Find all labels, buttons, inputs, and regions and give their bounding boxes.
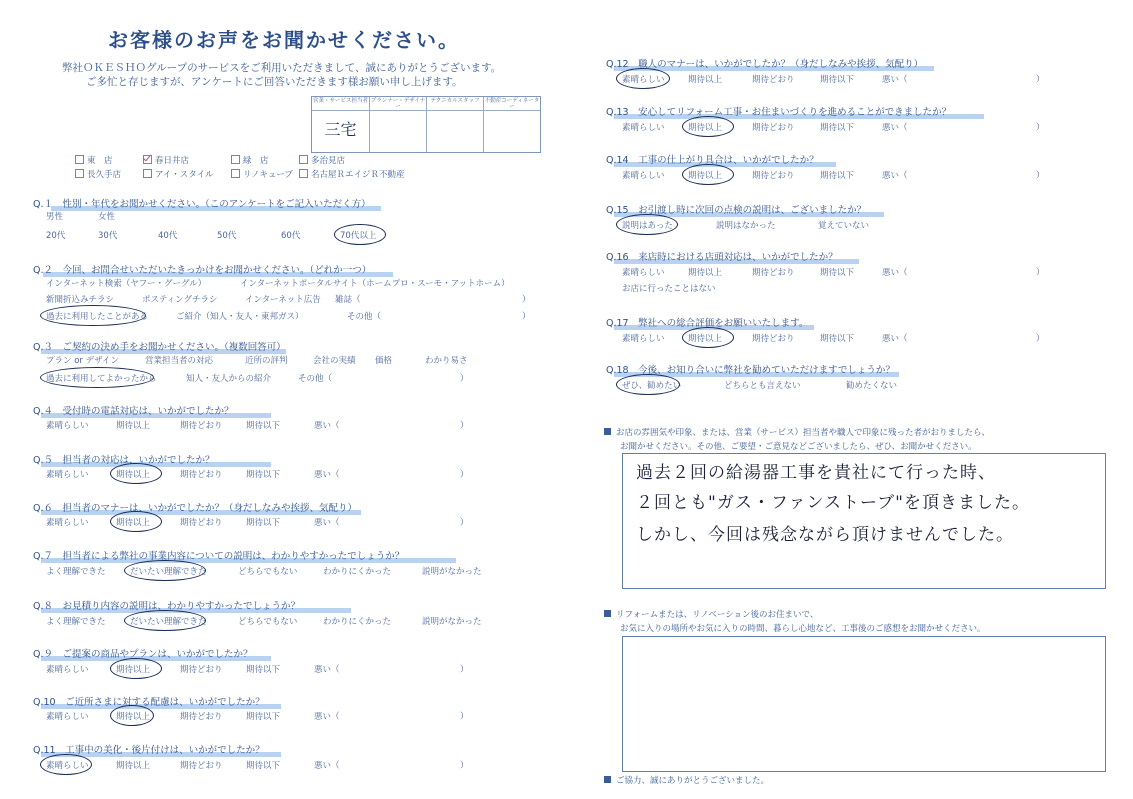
handwritten-circle-mark xyxy=(124,560,206,581)
free2-prompt-2: お気に入りの場所やお気に入りの時間、暮らし心地など、工事後のご感想をお聞かせください。 xyxy=(620,624,986,634)
question-q10: Q.10 ご近所さまに対する配慮は、いかがでしたか？ xyxy=(33,697,265,708)
staff-name-handwritten: 三宅 xyxy=(324,120,357,139)
handwritten-circle-mark xyxy=(616,374,680,395)
q7-option[interactable]: だいたい理解できた xyxy=(130,567,207,577)
q11-option[interactable]: 期待以上 xyxy=(116,761,151,771)
q18-option[interactable]: ぜひ、勧めたい xyxy=(622,381,682,391)
free1-prompt-1: お店の雰囲気や印象、または、営業（サービス）担当者や職人で印象に残った者がおりましたら、 xyxy=(604,426,990,438)
q17-option[interactable]: 期待どおり xyxy=(752,334,795,344)
q2-option[interactable]: ご紹介（知人・友人・東邦ガス） xyxy=(176,312,304,322)
q6-option: 悪い（ xyxy=(314,518,340,528)
q12-option[interactable]: 期待以下 xyxy=(820,75,855,85)
q2-option[interactable]: インターネット広告 xyxy=(245,295,321,305)
q7-option[interactable]: どちらでもない xyxy=(238,567,298,577)
q6-option[interactable]: 期待以上 xyxy=(116,518,151,528)
closing-message: ご協力、誠にありがとうございました。 xyxy=(604,774,769,786)
q13-option[interactable]: 素晴らしい xyxy=(622,123,665,133)
q6-option[interactable]: 期待以下 xyxy=(246,518,281,528)
staff-header-sales: 営業・サービス担当者 xyxy=(312,97,369,111)
question-q7: Q.７ 担当者による弊社の事業内容についての説明は、わかりやすかったでしょうか？ xyxy=(33,551,405,562)
q18-option[interactable]: 勧めたくない xyxy=(846,381,898,391)
q12-option: 悪い（ xyxy=(882,75,908,85)
q2-option[interactable]: ポスティングチラシ xyxy=(142,295,218,305)
q5-option[interactable]: 素晴らしい xyxy=(46,470,89,480)
q8-option[interactable]: どちらでもない xyxy=(238,617,298,627)
q8-option[interactable]: 説明がなかった xyxy=(422,617,482,627)
staff-cell-empty xyxy=(426,111,483,152)
q17-option[interactable]: 期待以上 xyxy=(688,334,723,344)
q17-option: ） xyxy=(1036,334,1045,344)
free1-handwriting-line-2: ２回とも"ガス・ファンストーブ"を頂きました。 xyxy=(636,493,1030,513)
handwritten-circle-mark xyxy=(40,754,92,775)
q2-option[interactable]: 過去に利用したことがある xyxy=(46,312,149,322)
q16-option[interactable]: 期待以下 xyxy=(820,268,855,278)
q5-option[interactable]: 期待どおり xyxy=(180,470,223,480)
q15-option[interactable]: 覚えていない xyxy=(818,221,870,231)
free1-handwriting-line-1: 過去２回の給湯器工事を貴社にて行った時、 xyxy=(636,463,996,483)
q10-option[interactable]: 期待以下 xyxy=(246,712,281,722)
q2-option: 雑誌（ xyxy=(335,295,361,305)
handwritten-circle-mark xyxy=(110,705,154,726)
q8-option[interactable]: よく理解できた xyxy=(46,617,106,627)
handwritten-circle-mark xyxy=(334,224,386,245)
q2-option: ） xyxy=(522,312,531,322)
q15-option[interactable]: 説明はあった xyxy=(622,221,673,231)
q3-option[interactable]: 会社の実績 xyxy=(313,356,356,366)
handwritten-circle-mark xyxy=(110,463,162,484)
question-q4: Q.４ 受付時の電話対応は、いかがでしたか？ xyxy=(33,406,234,417)
q9-option[interactable]: 期待以上 xyxy=(116,665,151,675)
checkbox-icon[interactable] xyxy=(231,169,240,178)
q4-option[interactable]: 期待以上 xyxy=(116,421,151,431)
checkbox-icon[interactable] xyxy=(299,155,308,164)
handwritten-circle-mark xyxy=(124,610,206,631)
q3-option: その他（ xyxy=(298,374,333,384)
q13-option: 悪い（ xyxy=(882,123,908,133)
q16-option: 悪い（ xyxy=(882,268,908,278)
intro-line-2: ご多忙と存じますが、アンケートにご回答いただきます様お願い申し上げます。 xyxy=(86,76,463,88)
q3-option[interactable]: 近所の評判 xyxy=(245,356,288,366)
q11-option: ） xyxy=(460,761,469,771)
checkbox-icon[interactable] xyxy=(231,155,240,164)
handwritten-circle-mark xyxy=(682,164,734,185)
handwritten-circle-mark xyxy=(40,367,154,388)
store-item[interactable]: 春日井店 xyxy=(143,154,231,166)
staff-table xyxy=(311,96,541,153)
staff-header-technical: テクニカルスタッフ xyxy=(426,97,483,111)
q5-option[interactable]: 期待以下 xyxy=(246,470,281,480)
store-item[interactable]: 多治見店 xyxy=(299,154,409,166)
free2-prompt-1: リフォームまたは、リノベーション後のお住まいで、 xyxy=(604,608,818,620)
question-q6: Q.６ 担当者のマナーは、いかがでしたか？（身だしなみや挨拶、気配り） xyxy=(33,503,357,514)
store-item[interactable]: アイ・スタイル xyxy=(143,168,231,180)
q2-option[interactable]: インターネットポータルサイト（ホームプロ・スーモ・アットホーム） xyxy=(240,279,510,289)
q1-option[interactable]: 30代 xyxy=(98,231,118,241)
store-item[interactable]: 東 店 xyxy=(75,154,143,166)
q6-option[interactable]: 素晴らしい xyxy=(46,518,89,528)
q17-option: 悪い（ xyxy=(882,334,908,344)
q13-option[interactable]: 期待どおり xyxy=(752,123,795,133)
q10-option[interactable]: 期待どおり xyxy=(180,712,223,722)
intro-line-1: 弊社ＯＫＥＳＨＯグループのサービスをご利用いただきまして、誠にありがとうございます。 xyxy=(62,62,502,74)
q3-option: ） xyxy=(460,374,469,384)
q9-option: 悪い（ xyxy=(314,665,340,675)
q9-option[interactable]: 期待どおり xyxy=(180,665,223,675)
question-q11: Q.11 工事中の美化・後片付けは、いかがでしたか？ xyxy=(33,745,265,756)
q14-option: 悪い（ xyxy=(882,171,908,181)
free1-handwriting-line-3: しかし、今回は残念ながら頂けませんでした。 xyxy=(636,525,1014,545)
q1-option[interactable]: 女性 xyxy=(98,212,116,222)
store-item[interactable]: リノキューブ xyxy=(231,168,299,180)
q11-option[interactable]: 期待どおり xyxy=(180,761,223,771)
q10-option[interactable]: 素晴らしい xyxy=(46,712,89,722)
free1-prompt-2: お聞かせください。その他、ご要望・ご意見などございましたら、ぜひ、お聞かせください。 xyxy=(620,442,977,452)
question-q16: Q.16 来店時における店頭対応は、いかがでしたか？ xyxy=(606,252,838,263)
q2-option: ） xyxy=(522,295,531,305)
q4-option[interactable]: 期待どおり xyxy=(180,421,223,431)
q2-option[interactable]: インターネット検索（ヤフー・グーグル） xyxy=(46,279,207,289)
q13-option: ） xyxy=(1036,123,1045,133)
q7-option[interactable]: わかりにくかった xyxy=(323,567,392,577)
staff-header-realestate: 不動産コーディネーター xyxy=(484,98,540,110)
question-q9: Q.９ ご提案の商品やプランは、いかがでしたか？ xyxy=(33,649,253,660)
q12-option[interactable]: 素晴らしい xyxy=(622,75,665,85)
q5-option: 悪い（ xyxy=(314,470,340,480)
q15-option[interactable]: 説明はなかった xyxy=(716,221,776,231)
q16-option: ） xyxy=(1036,268,1045,278)
question-q12: Q.12 職人のマナーは、いかがでしたか？（身だしなみや挨拶、気配り） xyxy=(606,59,924,70)
q14-option: ） xyxy=(1036,171,1045,181)
q3-option[interactable]: 営業担当者の対応 xyxy=(145,356,214,366)
staff-cell-empty xyxy=(369,111,426,152)
q4-option[interactable]: 期待以下 xyxy=(246,421,281,431)
q12-option[interactable]: 期待どおり xyxy=(752,75,795,85)
q11-option[interactable]: 期待以下 xyxy=(246,761,281,771)
q3-option[interactable]: 過去に利用してよかったから xyxy=(46,374,157,384)
q17-option[interactable]: 素晴らしい xyxy=(622,334,665,344)
question-q5: Q.５ 担当者の対応は、いかがでしたか？ xyxy=(33,455,215,466)
store-checklist xyxy=(75,154,409,180)
q13-option[interactable]: 期待以下 xyxy=(820,123,855,133)
q2-option[interactable]: 新聞折込みチラシ xyxy=(46,295,115,305)
q18-option[interactable]: どちらとも言えない xyxy=(724,381,801,391)
question-q15: Q.15 お引渡し時に次回の点検の説明は、ございましたか？ xyxy=(606,205,867,216)
store-item[interactable]: 名古屋ＲエイジＲ不動産 xyxy=(299,168,409,180)
staff-cell-empty xyxy=(483,111,540,152)
q10-option: ） xyxy=(460,712,469,722)
q16-option[interactable]: お店に行ったことはない xyxy=(622,284,716,294)
store-item[interactable]: 長久手店 xyxy=(75,168,143,180)
q7-option[interactable]: 説明がなかった xyxy=(422,567,482,577)
q3-option[interactable]: 知人・友人からの紹介 xyxy=(186,374,272,384)
q8-option[interactable]: わかりにくかった xyxy=(323,617,392,627)
q2-option: その他（ xyxy=(347,312,382,322)
handwritten-circle-mark xyxy=(40,305,149,326)
q16-option[interactable]: 素晴らしい xyxy=(622,268,665,278)
q9-option[interactable]: 期待以下 xyxy=(246,665,281,675)
q8-option[interactable]: だいたい理解できた xyxy=(130,617,207,627)
handwritten-circle-mark xyxy=(110,658,162,679)
q17-option[interactable]: 期待以下 xyxy=(820,334,855,344)
q1-option[interactable]: 男性 xyxy=(46,212,64,222)
q16-option[interactable]: 期待どおり xyxy=(752,268,795,278)
handwritten-circle-mark xyxy=(110,511,162,532)
bullet-square-icon xyxy=(604,428,611,435)
question-q18: Q.18 今後、お知り合いに弊社を勧めていただけますでしょうか？ xyxy=(606,365,895,376)
q1-option[interactable]: 60代 xyxy=(281,231,301,241)
q7-option[interactable]: よく理解できた xyxy=(46,567,106,577)
q1-option[interactable]: 40代 xyxy=(158,231,178,241)
page-title: お客様のお声をお聞かせください。 xyxy=(108,28,460,52)
q10-option[interactable]: 期待以上 xyxy=(116,712,151,722)
question-q3: Q.３ ご契約の決め手をお聞かせください。（複数回答可） xyxy=(33,342,286,353)
q5-option[interactable]: 期待以上 xyxy=(116,470,151,480)
question-q2: Q.２ 今回、お問合せいただいたきっかけをお聞かせください。（どれか一つ） xyxy=(33,265,372,276)
checkbox-icon[interactable] xyxy=(143,169,152,178)
checkbox-icon[interactable] xyxy=(299,169,308,178)
question-q13: Q.13 安心してリフォーム工事・お住まいづくりを進めることができましたか？ xyxy=(606,107,952,118)
q6-option[interactable]: 期待どおり xyxy=(180,518,223,528)
q12-option: ） xyxy=(1036,75,1045,85)
question-q1: Q.１ 性別・年代をお聞かせください。（このアンケートをご記入いただく方） xyxy=(33,199,371,210)
q14-option[interactable]: 期待以上 xyxy=(688,171,723,181)
q11-option[interactable]: 素晴らしい xyxy=(46,761,89,771)
bullet-square-icon xyxy=(604,610,611,617)
q12-option[interactable]: 期待以上 xyxy=(688,75,723,85)
handwritten-circle-mark xyxy=(616,68,670,89)
q9-option: ） xyxy=(460,665,469,675)
q4-option: 悪い（ xyxy=(314,421,340,431)
checkbox-icon[interactable] xyxy=(75,155,84,164)
q9-option[interactable]: 素晴らしい xyxy=(46,665,89,675)
staff-header-planner: プランナー・デザイナー xyxy=(370,98,426,110)
q4-option[interactable]: 素晴らしい xyxy=(46,421,89,431)
handwritten-circle-mark xyxy=(616,214,678,235)
q4-option: ） xyxy=(460,421,469,431)
q14-option[interactable]: 期待以下 xyxy=(820,171,855,181)
bullet-square-icon xyxy=(604,776,611,783)
q3-option[interactable]: わかり易さ xyxy=(425,356,468,366)
q14-option[interactable]: 素晴らしい xyxy=(622,171,665,181)
q13-option[interactable]: 期待以上 xyxy=(688,123,723,133)
q1-option[interactable]: 70代以上 xyxy=(340,231,377,241)
question-q8: Q.８ お見積り内容の説明は、わかりやすかったでしょうか？ xyxy=(33,601,300,612)
q16-option[interactable]: 期待以上 xyxy=(688,268,723,278)
q11-option: 悪い（ xyxy=(314,761,340,771)
question-q14: Q.14 工事の仕上がり具合は、いかがでしたか？ xyxy=(606,155,819,166)
question-q17: Q.17 弊社への総合評価をお願いいたします。 xyxy=(606,318,809,329)
q1-option[interactable]: 50代 xyxy=(217,231,237,241)
store-item[interactable]: 緑 店 xyxy=(231,154,299,166)
q6-option: ） xyxy=(460,518,469,528)
q3-option[interactable]: プラン or デザイン xyxy=(46,356,120,366)
q10-option: 悪い（ xyxy=(314,712,340,722)
q14-option[interactable]: 期待どおり xyxy=(752,171,795,181)
handwritten-circle-mark xyxy=(682,116,734,137)
q5-option: ） xyxy=(460,470,469,480)
checkbox-checked-icon[interactable] xyxy=(143,155,152,164)
checkbox-icon[interactable] xyxy=(75,169,84,178)
handwritten-circle-mark xyxy=(682,327,734,348)
q1-option[interactable]: 20代 xyxy=(46,231,66,241)
q3-option[interactable]: 価格 xyxy=(375,356,393,366)
free2-textarea[interactable] xyxy=(622,636,1106,772)
